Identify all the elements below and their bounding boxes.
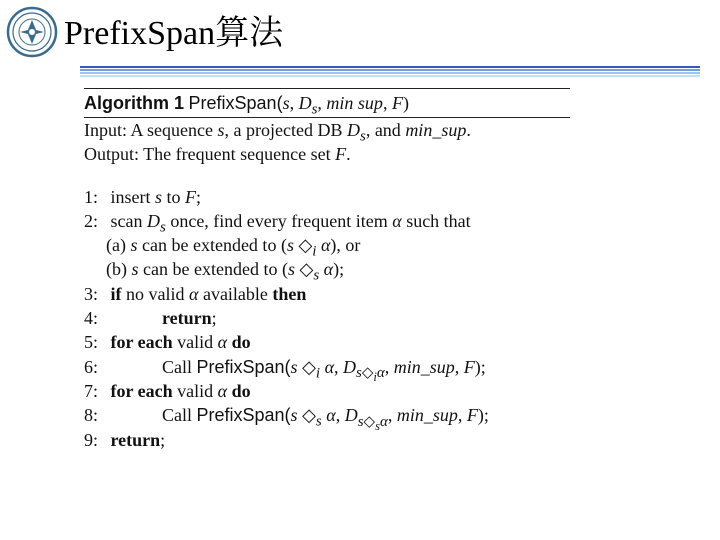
step-3: 3: if no valid α available then xyxy=(84,283,307,304)
step-7: 7: for each valid α do xyxy=(84,380,251,401)
step-6: 6: Call PrefixSpan(s $◇_i$ α, $D_{s◇_i\alpha}$, min_sup, F); xyxy=(84,356,486,385)
step-8: 8: Call PrefixSpan(s $◇_s$ α, $D_{s◇_s\alpha}$, min_sup, F); xyxy=(84,405,489,433)
university-seal-icon xyxy=(6,6,58,58)
algorithm-header: Algorithm 1 PrefixSpan(s, $D_s$, min sup, F) xyxy=(84,93,409,118)
step-9: 9: return; xyxy=(84,429,166,450)
step-4: 4: return; xyxy=(84,308,217,329)
algorithm-output: Output: The frequent sequence set F. xyxy=(84,144,351,165)
step-5: 5: for each valid α do xyxy=(84,332,251,353)
slide-title: PrefixSpan算法 xyxy=(64,15,284,52)
step-2: 2: scan $D_s$ once, find every frequent item α such that xyxy=(84,210,471,236)
algorithm-input: Input: A sequence s, a projected DB $D_s$, and min_sup. xyxy=(84,120,471,145)
title-underline-bars xyxy=(80,66,700,78)
step-2b: (b) s can be extended to (s $◇_s$ α); xyxy=(106,259,345,285)
step-1: 1: insert s to F; xyxy=(84,186,202,207)
step-2a: (a) s can be extended to (s $◇_i$ α), or xyxy=(106,235,361,260)
algorithm-box xyxy=(84,88,570,452)
